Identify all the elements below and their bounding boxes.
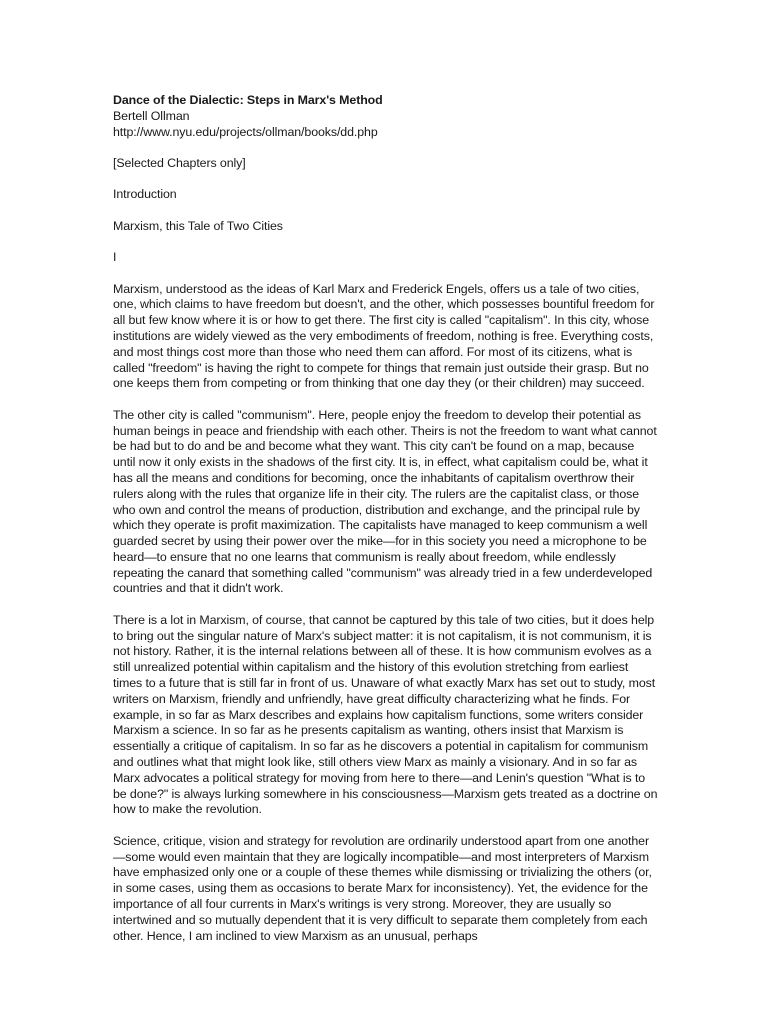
spacer (113, 172, 658, 188)
spacer (113, 818, 658, 834)
spacer (113, 140, 658, 156)
body-paragraph: There is a lot in Marxism, of course, that cannot be captured by this tale of two cities, but it does help to bring out the singular nature of Marx's subject matter: it is not capitalism, it is not communism, it is not history. Rather, it is the internal relations between all of these. It is how communism evolves as a still unrealized potential within capitalism and the history of this evolution stretching from earliest times to a future that is still far in front of us. Unaware of what exactly Marx has set out to study, most writers on Marxism, friendly and unfriendly, have great difficulty characterizing what he finds. For example, in so far as Marx describes and explains how capitalism functions, some writers consider Marxism a science. In so far as he presents capitalism as wanting, others insist that Marxism is essentially a critique of capitalism. In so far as he discovers a potential in capitalism for communism and outlines what that might look like, still others view Marx as mainly a visionary. And in so far as Marx advocates a political strategy for moving from here to there—and Lenin's question "What is to be done?" is always lurking somewhere in his consciousness—Marxism gets treated as a doctrine on how to make the revolution. (113, 612, 658, 817)
document-header (113, 93, 658, 140)
spacer (113, 235, 658, 251)
body-paragraph: The other city is called "communism". Here, people enjoy the freedom to develop their potential as human beings in peace and friendship with each other. Theirs is not the freedom to want what cannot be had but to do and be and become what they want. This city can't be found on a map, because until now it only exists in the shadows of the first city. It is, in effect, what capitalism could be, what it has all the means and conditions for becoming, once the inhabitants of capitalism overthrow their rulers along with the rules that organize life in their city. The rulers are the capitalist class, or those who own and control the means of production, distribution and exchange, and the principal rule by which they operate is profit maximization. The capitalists have managed to keep communism a well guarded secret by using their power over the mike—for in this society you need a microphone to be heard—to ensure that no one learns that communism is really about freedom, while endlessly repeating the canard that something called "communism" was already tried in a few underdeveloped countries and that it didn't work. (113, 407, 657, 596)
document-source-url: http://www.nyu.edu/projects/ollman/books/dd.php (113, 124, 378, 139)
selected-chapters-notice: [Selected Chapters only] (113, 155, 246, 170)
part-marker: I (113, 250, 117, 265)
spacer (113, 392, 658, 408)
spacer (113, 203, 658, 219)
chapter-title: Marxism, this Tale of Two Cities (113, 218, 283, 233)
section-heading: Introduction (113, 187, 177, 202)
spacer (113, 266, 658, 282)
document-author: Bertell Ollman (113, 108, 190, 123)
spacer (113, 597, 658, 613)
body-paragraph: Science, critique, vision and strategy for revolution are ordinarily understood apart from one another—some would even maintain that they are logically incompatible—and most interpreters of Marxism have emphasized only one or a couple of these themes while dismissing or trivializing the others (or, in some cases, using them as occasions to berate Marx for inconsistency). Yet, the evidence for the importance of all four currents in Marx's writings is very strong. Moreover, they are usually so intertwined and so mutually dependent that it is very difficult to separate them completely from each other. Hence, I am inclined to view Marxism as an unusual, perhaps (113, 833, 652, 943)
body-paragraph: Marxism, understood as the ideas of Karl Marx and Frederick Engels, offers us a tale of two cities, one, which claims to have freedom but doesn't, and the other, which possesses bountiful freedom for all but few know where it is or how to get there. The first city is called "capitalism". In this city, whose institutions are widely viewed as the very embodiments of freedom, nothing is free. Everything costs, and most things cost more than those who need them can afford. For most of its citizens, what is called "freedom" is having the right to compete for things that remain just outside their grasp. But no one keeps them from competing or from thinking that one day they (or their children) may succeed. (113, 281, 655, 391)
document-title: Dance of the Dialectic: Steps in Marx's Method (113, 93, 383, 107)
document-page (113, 93, 658, 944)
